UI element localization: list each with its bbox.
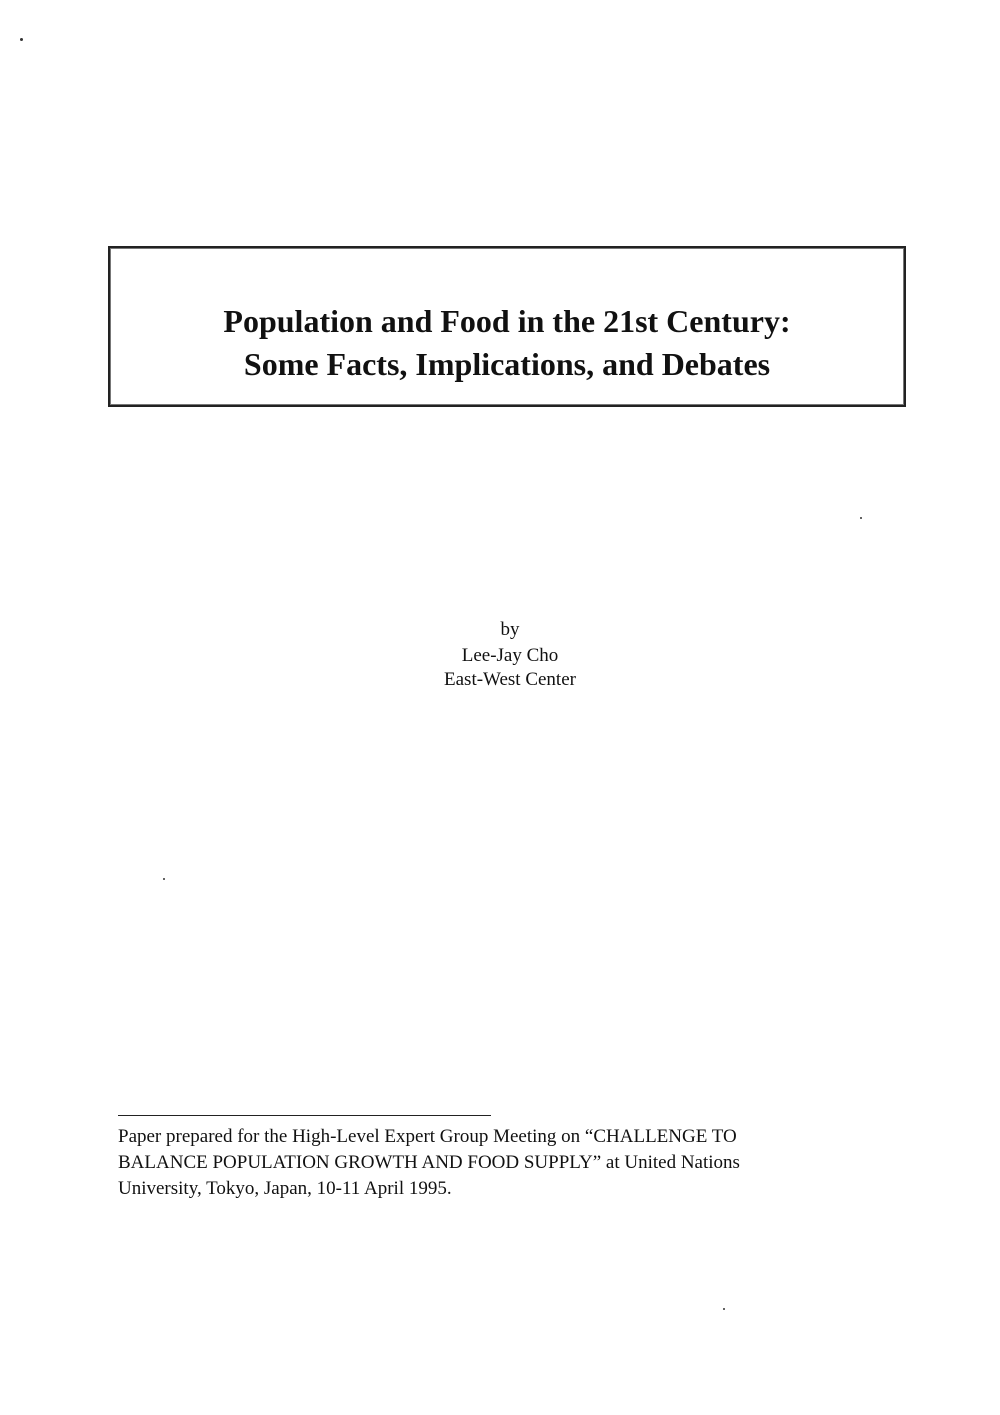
author-affiliation: East-West Center — [444, 669, 576, 690]
scan-speck — [723, 1308, 725, 1310]
document-title-line-2: Some Facts, Implications, and Debates — [243, 346, 771, 382]
scan-speck — [20, 38, 23, 41]
scan-speck — [860, 517, 862, 519]
author-name: Lee-Jay Cho — [461, 645, 559, 666]
footnote-line-2: BALANCE POPULATION GROWTH AND FOOD SUPPLY” at United Nations — [118, 1152, 740, 1173]
footnote-line-3: University, Tokyo, Japan, 10-11 April 1995. — [118, 1178, 452, 1199]
scan-speck — [163, 878, 165, 880]
title-box — [108, 246, 906, 407]
footnote-line-1: Paper prepared for the High-Level Expert Group Meeting on “CHALLENGE TO — [118, 1126, 737, 1147]
byline-by: by — [500, 619, 520, 640]
document-title-line-1: Population and Food in the 21st Century: — [223, 303, 791, 339]
footnote-rule — [118, 1115, 491, 1116]
